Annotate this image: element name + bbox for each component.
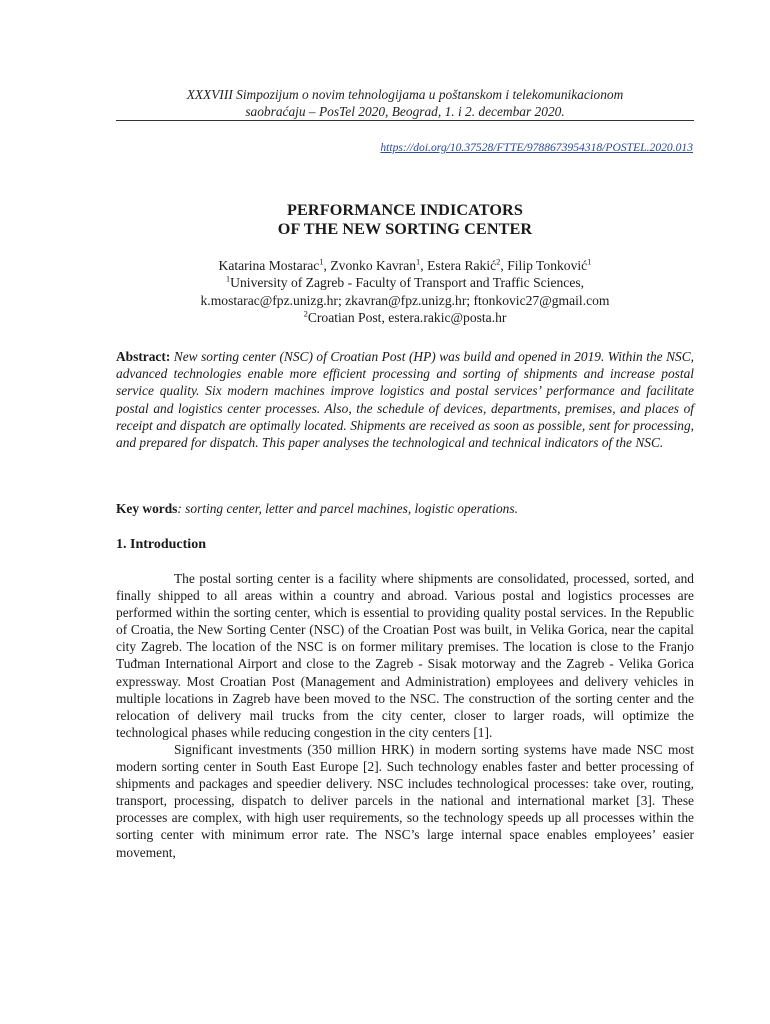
affiliation-marker: 1: [225, 273, 231, 284]
keywords: [116, 500, 694, 517]
affiliation-marker: 2: [303, 308, 308, 319]
paper-title: [116, 201, 694, 239]
author-name: Estera Rakić: [427, 258, 497, 273]
keywords-text: : sorting center, letter and parcel machines, logistic operations.: [177, 501, 518, 516]
affiliation-1: [116, 274, 694, 291]
conference-header-line-1: XXXVIII Simpozijum o novim tehnologijama u poštanskom i telekomunikacionom: [186, 87, 624, 102]
abstract: [116, 348, 694, 451]
paper-title-line-2: OF THE NEW SORTING CENTER: [277, 220, 533, 238]
author-name: Katarina Mostarac: [218, 258, 320, 273]
abstract-label: Abstract:: [116, 349, 171, 364]
paper-title-line-1: PERFORMANCE INDICATORS: [287, 201, 523, 219]
conference-header: [116, 86, 694, 120]
keywords-label: Key words: [116, 501, 178, 516]
body-paragraph-2: Significant investments (350 million HRK) in modern sorting systems have made NSC most modern sorting center in South East Europe [2]. Such technology enables faster and better processing of shipments and packages and speedier delivery. NSC includes technological processes: take over, routing, transport, processing, dispatch to deliver parcels in the national and international market [3]. These processes are complex, with high user requirements, so the technology speeds up all processes within the sorting center with minimum error rate. The NSC’s large internal space enables employees’ easier movement,: [116, 741, 694, 860]
doi-link[interactable]: https://doi.org/10.37528/FTTE/9788673954318/POSTEL.2020.013: [380, 141, 693, 154]
affiliation-marker: 1: [587, 256, 592, 267]
author-list: [116, 257, 694, 274]
affiliation-marker: 1: [319, 256, 324, 267]
author-name: Zvonko Kavran: [330, 258, 417, 273]
affiliation-1-text: University of Zagreb - Faculty of Transport and Traffic Sciences,: [230, 275, 585, 291]
introduction-body: [116, 570, 694, 861]
author-separator: ,: [420, 258, 428, 273]
affiliation-marker: 1: [416, 256, 421, 267]
body-paragraph-1: The postal sorting center is a facility where shipments are consolidated, processed, sorted, and finally shipped to all areas within a country and abroad. Various postal and logistics processes are performed within the sorting center, which is essential to providing quality postal services. In the Republic of Croatia, the New Sorting Center (NSC) of the Croatian Post was built, in Velika Gorica, near the capital city Zagreb. The location of the NSC is on former military premises. The location is close to the Franjo Tuđman International Airport and close to the Zagreb - Sisak motorway and the Zagreb - Velika Gorica expressway. Most Croatian Post (Management and Administration) employees and delivery vehicles in multiple locations in Zagreb have been moved to the NSC. The construction of the sorting center and the relocation of delivery mail trucks from the city center, closer to larger roads, will optimize the technological phases while reducing congestion in the city centers [1].: [116, 571, 694, 740]
abstract-text: New sorting center (NSC) of Croatian Post (HP) was build and opened in 2019. Within the NSC, advanced technologies enable more efficient processing and sorting of shipments and increase postal service quality. Six modern machines improve logistics and postal services’ performance and facilitate postal and logistics center processes. Also, the schedule of devices, departments, premises, and places of receipt and dispatch are optimally located. Shipments are received as soon as possible, sent for processing, and prepared for dispatch. This paper analyses the technological and technical indicators of the NSC.: [116, 349, 694, 451]
section-heading-introduction: 1. Introduction: [116, 537, 206, 552]
conference-header-line-2: saobraćaju – PosTel 2020, Beograd, 1. i 2. decembar 2020.: [245, 104, 565, 119]
author-emails: k.mostarac@fpz.unizg.hr; zkavran@fpz.unizg.hr; ftonkovic27@gmail.com: [200, 292, 610, 308]
author-name: Filip Tonković: [507, 258, 588, 273]
affiliation-marker: 2: [496, 256, 501, 267]
author-block: [116, 257, 694, 326]
author-separator: ,: [500, 258, 508, 273]
header-divider: [116, 120, 694, 121]
author-separator: ,: [323, 258, 331, 273]
affiliation-2: [116, 309, 694, 326]
affiliation-2-text: Croatian Post, estera.rakic@posta.hr: [307, 309, 507, 325]
